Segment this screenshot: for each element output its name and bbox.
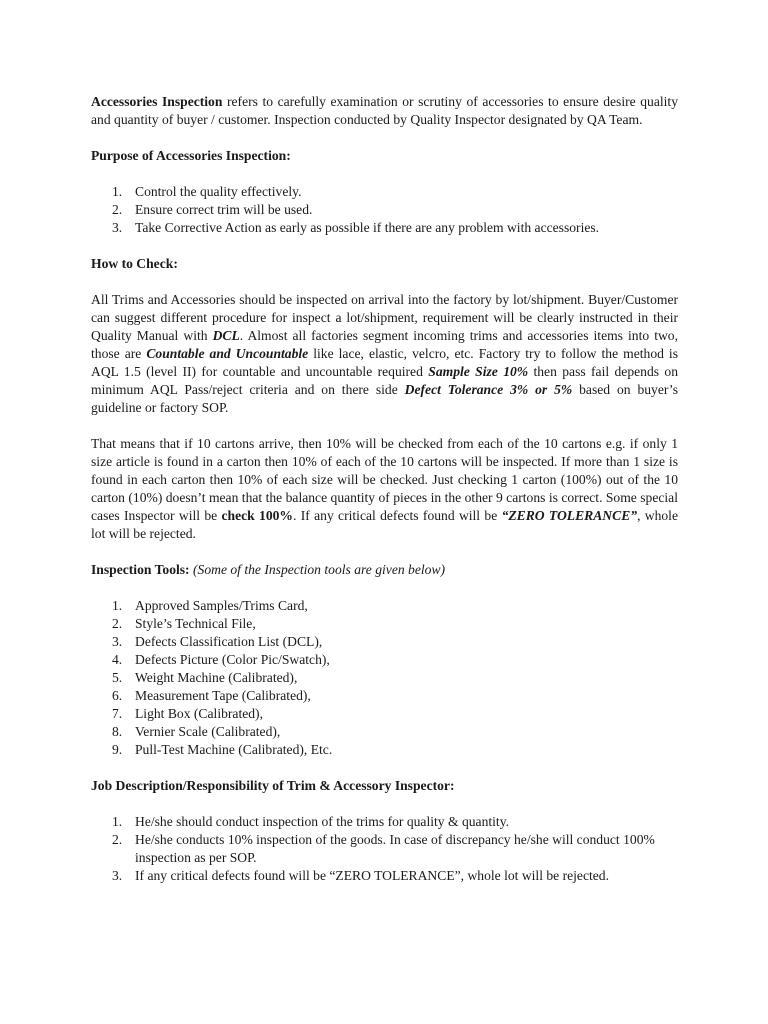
list-item: 3. Take Corrective Action as early as possible if there are any problem with accessories. — [112, 220, 600, 235]
intro-text: refers to carefully examination or scrutiny of accessories to ensure desire quality and quantity of buyer / customer. Inspection conducted by Quality Inspector designated by QA Team. — [91, 94, 678, 127]
how-to-check-heading: How to Check: — [91, 256, 178, 271]
tools-note: (Some of the Inspection tools are given below) — [193, 562, 446, 577]
purpose-list — [91, 183, 678, 237]
list-item: 3. If any critical defects found will be “ZERO TOLERANCE”, whole lot will be rejected. — [112, 868, 610, 883]
how-to-check-paragraph-1: All Trims and Accessories should be inspected on arrival into the factory by lot/shipment. Buyer/Customer can suggest different procedure for inspect a lot/shipment, requirement will be clearly instructed in their Quality Manual with DCL. Almost all factories segment incoming trims and accessories items into two, those are Countable and Uncountable like lace, elastic, velcro, etc. Factory try to follow the method is AQL 1.5 (level II) for countable and uncountable required Sample Size 10% then pass fail depends on minimum AQL Pass/reject criteria and on there side Defect Tolerance 3% or 5% based on buyer’s guideline or factory SOP. — [91, 292, 678, 415]
list-item: 1. He/she should conduct inspection of the trims for quality & quantity. — [112, 814, 510, 829]
list-item: 3. Defects Classification List (DCL), — [112, 634, 323, 649]
intro-paragraph — [91, 93, 678, 129]
document-page — [91, 93, 678, 885]
list-item: 1. Control the quality effectively. — [112, 184, 302, 199]
list-item: 2. Style’s Technical File, — [112, 616, 256, 631]
tools-heading: Inspection Tools: (Some of the Inspection tools are given below) — [91, 562, 446, 577]
job-heading: Job Description/Responsibility of Trim & Accessory Inspector: — [91, 778, 455, 793]
intro-term: Accessories Inspection — [91, 94, 223, 109]
list-item: 5. Weight Machine (Calibrated), — [112, 670, 298, 685]
dcl-term: DCL — [212, 328, 240, 343]
list-item: 9. Pull-Test Machine (Calibrated), Etc. — [112, 742, 333, 757]
countable-term: Countable and Uncountable — [146, 346, 309, 361]
list-item: 2. Ensure correct trim will be used. — [112, 202, 313, 217]
list-item: 7. Light Box (Calibrated), — [112, 706, 263, 721]
list-item: 6. Measurement Tape (Calibrated), — [112, 688, 311, 703]
zero-tolerance-term: “ZERO TOLERANCE” — [501, 508, 638, 523]
list-item: 2. He/she conducts 10% inspection of the goods. In case of discrepancy he/she will conduct 100% inspection as per SOP. — [112, 832, 655, 865]
list-item: 1. Approved Samples/Trims Card, — [112, 598, 308, 613]
check-100-term: check 100% — [221, 508, 294, 523]
sample-size-term: Sample Size 10% — [428, 364, 529, 379]
list-item: 8. Vernier Scale (Calibrated), — [112, 724, 281, 739]
how-to-check-paragraph-2: That means that if 10 cartons arrive, then 10% will be checked from each of the 10 cartons e.g. if only 1 size article is found in a carton then 10% of each of the 10 cartons will be inspected. If more than 1 size is found in each carton then 10% of each size will be checked. Just checking 1 carton (100%) out of the 10 carton (10%) doesn’t mean that the balance quantity of pieces in the other 9 cartons is correct. Some special cases Inspector will be check 100%. If any critical defects found will be “ZERO TOLERANCE”, whole lot will be rejected. — [91, 436, 678, 541]
purpose-heading: Purpose of Accessories Inspection: — [91, 148, 291, 163]
tools-list — [91, 597, 678, 759]
job-list — [91, 813, 678, 885]
list-item: 4. Defects Picture (Color Pic/Swatch), — [112, 652, 330, 667]
defect-tolerance-term: Defect Tolerance 3% or 5% — [404, 382, 573, 397]
